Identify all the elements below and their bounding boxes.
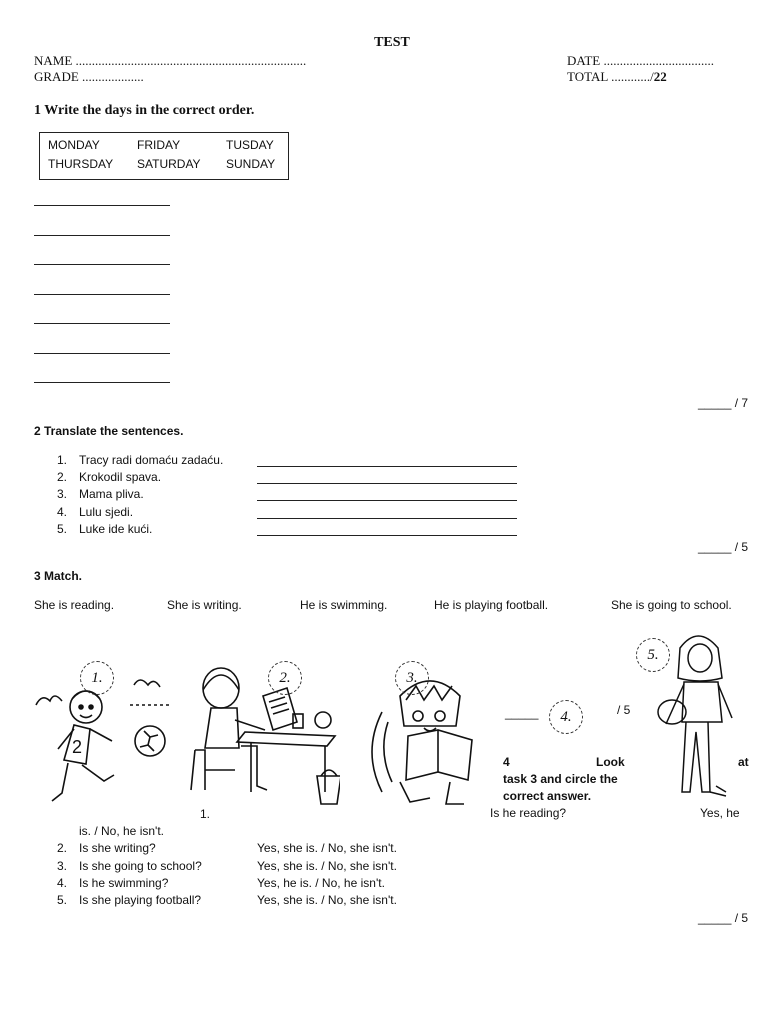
question: Is he reading? xyxy=(490,806,567,820)
task4-score: _____ / 5 xyxy=(698,911,749,925)
item-number: 3. xyxy=(57,487,68,501)
answer-options[interactable]: is. / No, he isn't. xyxy=(79,824,164,838)
number-circle-4[interactable]: 4. xyxy=(549,700,583,734)
item-number: 1. xyxy=(57,453,68,467)
task4-look: Look xyxy=(596,755,625,769)
task1-score: _____ / 7 xyxy=(698,396,749,410)
girl-writing-illustration xyxy=(185,660,340,810)
task1-heading: 1 Write the days in the correct order. xyxy=(34,103,255,118)
match-sentence: He is playing football. xyxy=(434,598,549,612)
task2-heading: 2 Translate the sentences. xyxy=(34,424,184,438)
total-label: TOTAL ............/ xyxy=(567,69,654,84)
answer-line[interactable] xyxy=(34,264,170,265)
number-circle-5[interactable]: 5. xyxy=(636,638,670,672)
item-number: 5. xyxy=(57,522,68,536)
day-word: MONDAY xyxy=(48,138,100,152)
number-circle-1[interactable]: 1. xyxy=(80,661,114,695)
total-value: 22 xyxy=(653,69,667,84)
match-blank[interactable]: _____ xyxy=(505,706,539,720)
day-word: SUNDAY xyxy=(226,157,276,171)
grade-field[interactable]: GRADE ................... xyxy=(34,69,144,84)
item-number: 3. xyxy=(57,859,68,873)
question: Is she writing? xyxy=(79,841,156,855)
translation-line[interactable] xyxy=(257,466,517,467)
answer-line[interactable] xyxy=(34,235,170,236)
task3-heading: 3 Match. xyxy=(34,569,83,583)
match-sentence: She is going to school. xyxy=(611,598,732,612)
day-word: SATURDAY xyxy=(137,157,201,171)
answer-options[interactable]: Yes, she is. / No, she isn't. xyxy=(257,841,397,855)
match-sentence: He is swimming. xyxy=(300,598,388,612)
translate-sentence: Luke ide kući. xyxy=(79,522,153,536)
item-number: 5. xyxy=(57,893,68,907)
total-field[interactable] xyxy=(567,69,667,85)
translation-line[interactable] xyxy=(257,535,517,536)
task4-at: at xyxy=(738,755,749,769)
page-title: TEST xyxy=(374,35,410,50)
translate-sentence: Tracy radi domaću zadaću. xyxy=(79,453,224,467)
question: Is she going to school? xyxy=(79,859,202,873)
answer-options[interactable]: Yes, he is. / No, he isn't. xyxy=(257,876,385,890)
answer-line[interactable] xyxy=(34,294,170,295)
translate-sentence: Lulu sjedi. xyxy=(79,505,134,519)
match-sentence: She is reading. xyxy=(34,598,115,612)
question: Is he swimming? xyxy=(79,876,169,890)
svg-text:2: 2 xyxy=(72,737,83,757)
answer-line[interactable] xyxy=(34,353,170,354)
task3-score: / 5 xyxy=(617,703,631,717)
answer-options[interactable]: Yes, she is. / No, she isn't. xyxy=(257,893,397,907)
task4-instruction: task 3 and circle the xyxy=(503,772,618,786)
day-word: FRIDAY xyxy=(137,138,181,152)
number-circle-3[interactable]: 3. xyxy=(395,661,429,695)
answer-options[interactable]: Yes, she is. / No, she isn't. xyxy=(257,859,397,873)
answer-line[interactable] xyxy=(34,205,170,206)
translation-line[interactable] xyxy=(257,518,517,519)
task4-number: 4 xyxy=(503,755,510,769)
date-field[interactable]: DATE .................................. xyxy=(567,53,714,68)
name-field[interactable]: NAME ....................................................................... xyxy=(34,53,307,68)
match-sentence: She is writing. xyxy=(167,598,242,612)
answer-line[interactable] xyxy=(34,323,170,324)
day-word: THURSDAY xyxy=(48,157,114,171)
item-number: 4. xyxy=(57,505,68,519)
item-number: 2. xyxy=(57,841,68,855)
number-circle-2[interactable]: 2. xyxy=(268,661,302,695)
item-number: 2. xyxy=(57,470,68,484)
child-reading-illustration xyxy=(360,672,485,812)
translate-sentence: Krokodil spava. xyxy=(79,470,162,484)
translation-line[interactable] xyxy=(257,483,517,484)
day-word: TUSDAY xyxy=(226,138,274,152)
task4-instruction: correct answer. xyxy=(503,789,592,803)
item-number: 1. xyxy=(200,807,211,821)
task2-score: _____ / 5 xyxy=(698,540,749,554)
item-number: 4. xyxy=(57,876,68,890)
answer-line[interactable] xyxy=(34,382,170,383)
translate-sentence: Mama pliva. xyxy=(79,487,144,501)
question: Is she playing football? xyxy=(79,893,202,907)
translation-line[interactable] xyxy=(257,500,517,501)
answer-options[interactable]: Yes, he xyxy=(700,806,740,820)
